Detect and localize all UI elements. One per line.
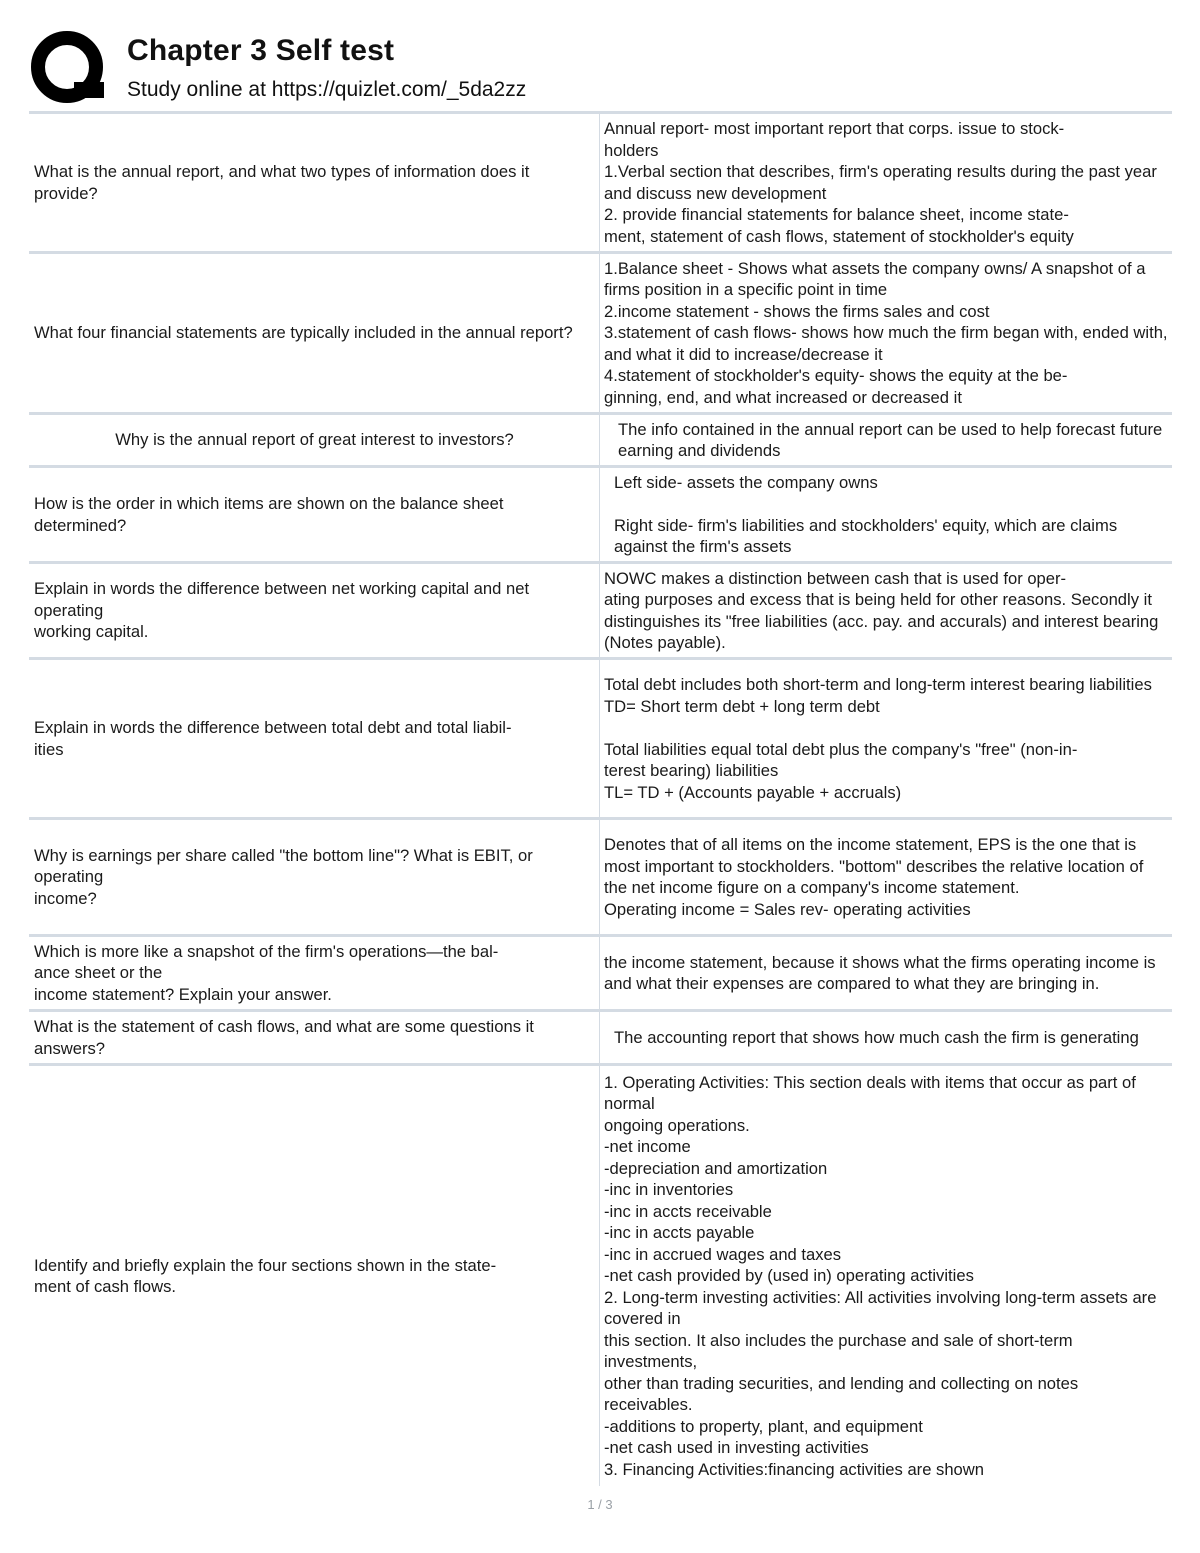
question-cell: How is the order in which items are shown on the balance sheet determined? [34,494,504,535]
answer-cell: Total debt includes both short-term and long-term interest bearing liabilities TD= Short term debt + long term debt Total liabilities equal total debt plus the company's "free" (non-in- terest bearing) liabilities TL= TD + (Accounts payable + accruals) [599,660,1172,817]
answer-cell: The accounting report that shows how much cash the firm is generating [599,1012,1172,1063]
answer-cell: Annual report- most important report that corps. issue to stock- holders 1.Verbal section that describes, firm's operating results during the past year and discuss new development 2. provide financial statements for balance sheet, income state- ment, statement of cash flows, statement of stockholder's equity [599,114,1172,251]
qa-row [29,415,1172,468]
question-cell: Which is more like a snapshot of the firm's operations—the bal- ance sheet or the income statement? Explain your answer. [34,941,499,1004]
qa-row [29,937,1172,1012]
question-cell: What is the annual report, and what two types of information does it provide? [34,162,530,203]
question-cell: Why is the annual report of great interest to investors? [115,430,514,450]
answer-cell: 1. Operating Activities: This section deals with items that occur as part of normal ongoing operations. -net income -depreciation and amortization -inc in inventories -inc in accts receivable -inc in accts payable -inc in accrued wages and taxes -net cash provided by (used in) operating activities 2. Long-term investing activities: All activities involving long-term assets are covered in this section. It also includes the purchase and sale of short-term investments, other than trading securities, and lending and collecting on notes receivables. -additions to property, plant, and equipment -net cash used in investing activities 3. Financing Activities:financing activities are shown [599,1066,1172,1486]
page-title: Chapter 3 Self test [127,34,395,67]
page-header [30,30,1172,110]
question-cell: Explain in words the difference between total debt and total liabil- ities [34,718,512,759]
page-number: 1 / 3 [587,1497,613,1512]
question-cell: What is the statement of cash flows, and what are some questions it answers? [34,1017,534,1058]
answer-cell: The info contained in the annual report can be used to help forecast future earning and dividends [599,415,1172,465]
answer-cell: Left side- assets the company owns Right side- firm's liabilities and stockholders' equity, which are claims against the firm's assets [599,468,1172,561]
qa-table [29,111,1172,1486]
qa-row [29,1012,1172,1066]
qa-row [29,820,1172,937]
quizlet-q-logo-icon [30,30,108,108]
qa-row [29,254,1172,415]
qa-row [29,114,1172,254]
qa-row [29,660,1172,820]
answer-cell: the income statement, because it shows what the firms operating income is and what their expenses are compared to what they are bringing in. [599,937,1172,1009]
study-online-link[interactable]: Study online at https://quizlet.com/_5da2zz [127,78,527,101]
question-cell: Identify and briefly explain the four sections shown in the state- ment of cash flows. [34,1255,497,1296]
question-cell: What four financial statements are typically included in the annual report? [34,323,573,343]
question-cell: Why is earnings per share called "the bottom line"? What is EBIT, or operating income? [34,845,533,908]
question-cell: Explain in words the difference between net working capital and net operating working capital. [34,579,530,642]
qa-row [29,564,1172,660]
answer-cell: 1.Balance sheet - Shows what assets the company owns/ A snapshot of a firms position in a specific point in time 2.income statement - shows the firms sales and cost 3.statement of cash flows- shows how much the firm began with, ended with, and what it did to increase/decrease it 4.statement of stockholder's equity- shows the equity at the be- ginning, end, and what increased or decreased it [599,254,1172,412]
answer-cell: NOWC makes a distinction between cash that is used for oper- ating purposes and excess that is being held for other reasons. Secondly it distinguishes its "free liabilities (acc. pay. and accurals) and interest bearing (Notes payable). [599,564,1172,657]
answer-cell: Denotes that of all items on the income statement, EPS is the one that is most important to stockholders. "bottom" describes the relative location of the net income figure on a company's income statement. Operating income = Sales rev- operating activities [599,820,1172,934]
qa-row [29,1066,1172,1486]
qa-row [29,468,1172,564]
